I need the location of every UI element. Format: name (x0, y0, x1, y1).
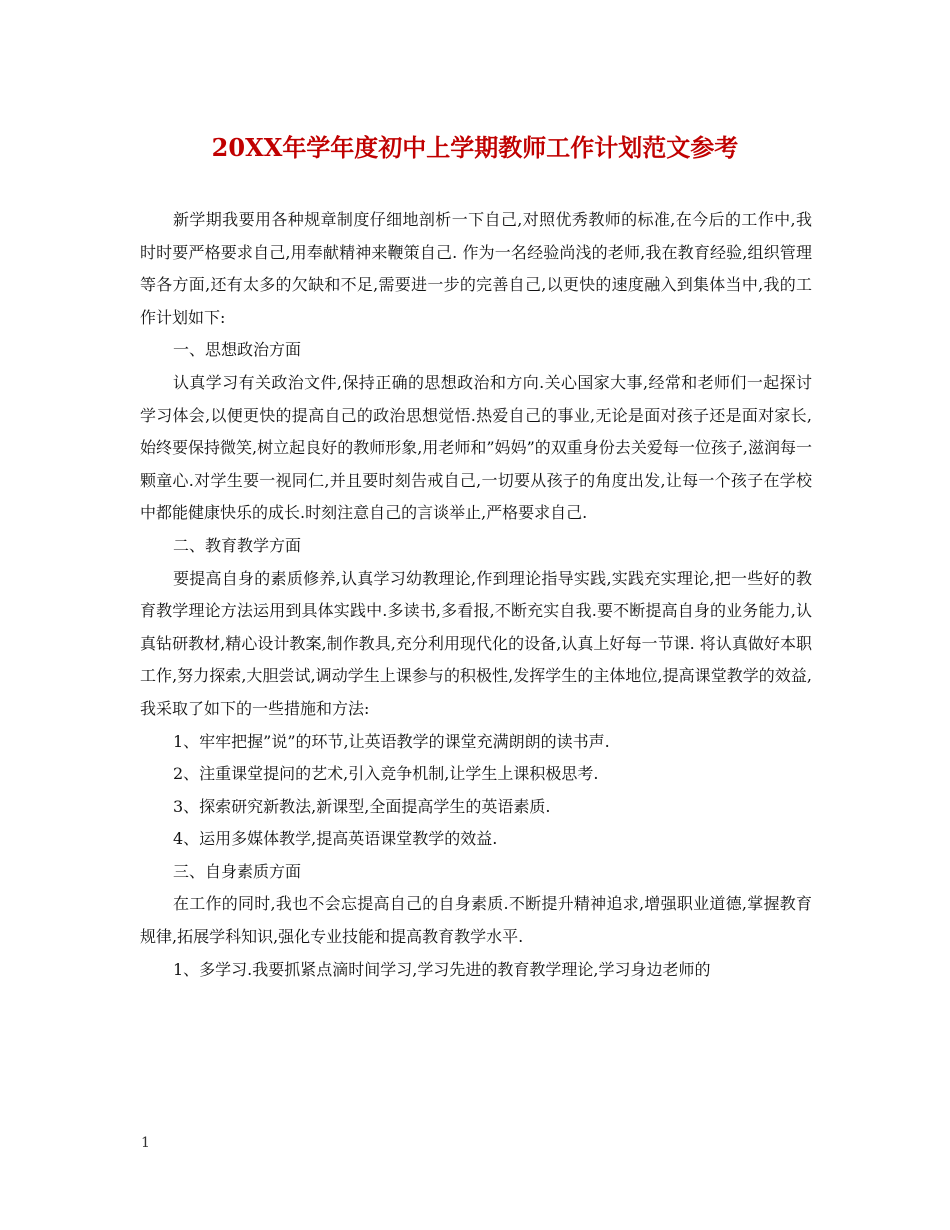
page-number: 1 (141, 1135, 150, 1151)
list-item: 1、牢牢把握”说”的环节,让英语教学的课堂充满朗朗的读书声. (173, 731, 610, 751)
list-item: 2、注重课堂提问的艺术,引入竞争机制,让学生上课积极思考. (173, 764, 599, 784)
section-teaching-paragraph: 要提高自身的素质修养,认真学习幼教理论,作到理论指导实践,实践充实理论,把一些好的教育教学理论方法运用到具体实践中.多读书,多看报,不断充实自我.要不断提高自身的业务能力,认真钻研教材,精心设计教案,制作教具,充分利用现代化的设备,认真上好每一节课. 将认真做好本职工作,努力探索,大胆尝试,调动学生上课参与的积极性,发挥学生的主体地位,提高课堂教学的效益,我采取了如下的一些措施和方法: (140, 568, 812, 718)
section-politics-paragraph: 认真学习有关政治文件,保持正确的思想政治和方向.关心国家大事,经常和老师们一起探讨学习体会,以便更快的提高自己的政治思想觉悟.热爱自己的事业,无论是面对孩子还是面对家长,始终要保持微笑,树立起良好的教师形象,用老师和”妈妈”的双重身份去关爱每一位孩子,滋润每一颗童心.对学生要一视同仁,并且要时刻告戒自己,一切要从孩子的角度出发,让每一个孩子在学校中都能健康快乐的成长.时刻注意自己的言谈举止,严格要求自己. (140, 372, 812, 523)
section-self-quality-paragraph: 在工作的同时,我也不会忘提高自己的自身素质.不断提升精神追求,增强职业道德,掌握教育规律,拓展学科知识,强化专业技能和提高教育教学水平. (140, 894, 812, 947)
section-heading-self-quality: 三、自身素质方面 (173, 861, 302, 881)
list-item: 1、多学习.我要抓紧点滴时间学习,学习先进的教育教学理论,学习身边老师的 (173, 959, 711, 979)
list-item: 3、探索研究新教法,新课型,全面提高学生的英语素质. (173, 796, 551, 816)
section-heading-politics: 一、思想政治方面 (173, 340, 302, 360)
section-heading-teaching: 二、教育教学方面 (173, 535, 302, 555)
document-body (140, 204, 812, 986)
document-title: 20XX年学年度初中上学期教师工作计划范文参考 (211, 133, 739, 162)
intro-paragraph: 新学期我要用各种规章制度仔细地剖析一下自己,对照优秀教师的标准,在今后的工作中,我时时要严格要求自己,用奉献精神来鞭策自己. 作为一名经验尚浅的老师,我在教育经验,组织管理等各方面,还有太多的欠缺和不足,需要进一步的完善自己,以更快的速度融入到集体当中,我的工作计划如下: (140, 210, 812, 327)
list-item: 4、运用多媒体教学,提高英语课堂教学的效益. (173, 829, 498, 849)
